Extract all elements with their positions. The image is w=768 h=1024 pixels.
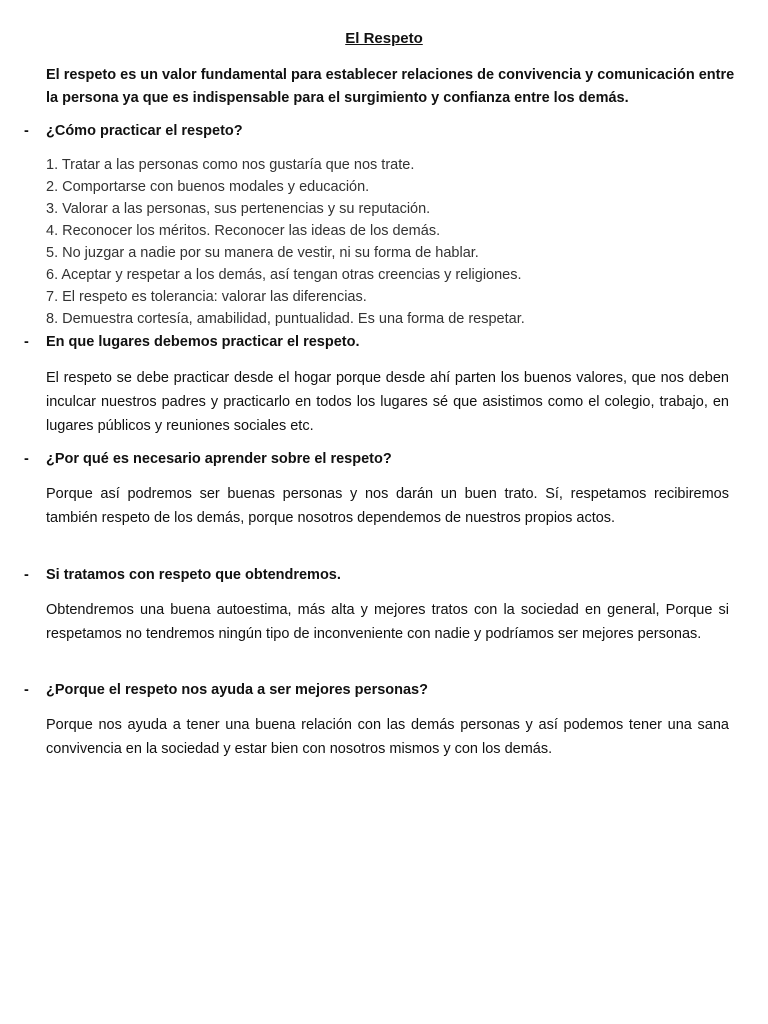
section-heading-por-que bbox=[24, 448, 734, 470]
section-body-obtendremos: Obtendremos una buena autoestima, más alta y mejores tratos con la sociedad en general, Porque si respetamos no tendremos ningún tipo de inconveniente con nadie y podríamos ser mejores personas. bbox=[46, 602, 729, 642]
document-title: El Respeto bbox=[345, 30, 423, 47]
bullet-dash: - bbox=[24, 567, 29, 583]
section-body-mejores-personas: Porque nos ayuda a tener una buena relación con las demás personas y así podemos tener una sana convivencia en la sociedad y estar bien con nosotros mismos y con los demás. bbox=[46, 717, 729, 757]
intro-paragraph: El respeto es un valor fundamental para establecer relaciones de convivencia y comunicación entre la persona ya que es indispensable para el surgimiento y confianza entre los demás. bbox=[46, 67, 735, 106]
section-heading-lugares bbox=[24, 331, 734, 353]
section-heading-text: Si tratamos con respeto que obtendremos. bbox=[46, 567, 341, 583]
section-body-por-que: Porque así podremos ser buenas personas y nos darán un buen trato. Sí, respetamos recibiremos también respeto de los demás, porque nosotros dependemos de nuestros propios actos. bbox=[46, 486, 729, 526]
list-item: 8. Demuestra cortesía, amabilidad, puntualidad. Es una forma de respetar. bbox=[46, 311, 525, 327]
bullet-dash: - bbox=[24, 682, 29, 698]
section-heading-obtendremos bbox=[24, 564, 734, 586]
section-heading-text: En que lugares debemos practicar el respeto. bbox=[46, 334, 360, 350]
section-heading-text: ¿Por qué es necesario aprender sobre el respeto? bbox=[46, 451, 392, 467]
list-item: 4. Reconocer los méritos. Reconocer las ideas de los demás. bbox=[46, 223, 441, 239]
section-heading-mejores-personas bbox=[24, 679, 734, 701]
section-heading-text: ¿Porque el respeto nos ayuda a ser mejores personas? bbox=[46, 682, 428, 698]
practice-list bbox=[46, 154, 736, 330]
list-item: 2. Comportarse con buenos modales y educación. bbox=[46, 179, 370, 195]
list-item: 6. Aceptar y respetar a los demás, así tengan otras creencias y religiones. bbox=[46, 267, 522, 283]
bullet-dash: - bbox=[24, 451, 29, 467]
section-heading-text: ¿Cómo practicar el respeto? bbox=[46, 123, 243, 139]
list-item: 5. No juzgar a nadie por su manera de vestir, ni su forma de hablar. bbox=[46, 245, 479, 261]
bullet-dash: - bbox=[24, 123, 29, 139]
list-item: 1. Tratar a las personas como nos gustaría que nos trate. bbox=[46, 157, 415, 173]
list-item: 3. Valorar a las personas, sus pertenencias y su reputación. bbox=[46, 201, 431, 217]
section-heading-como-practicar bbox=[24, 120, 734, 142]
section-body-lugares: El respeto se debe practicar desde el hogar porque desde ahí parten los buenos valores, que nos deben inculcar nuestros padres y practicarlo en todos los lugares sé que asistimos como el colegio, trabajo, en lugares públicos y reuniones sociales etc. bbox=[46, 370, 729, 434]
bullet-dash: - bbox=[24, 334, 29, 350]
list-item: 7. El respeto es tolerancia: valorar las diferencias. bbox=[46, 289, 367, 305]
